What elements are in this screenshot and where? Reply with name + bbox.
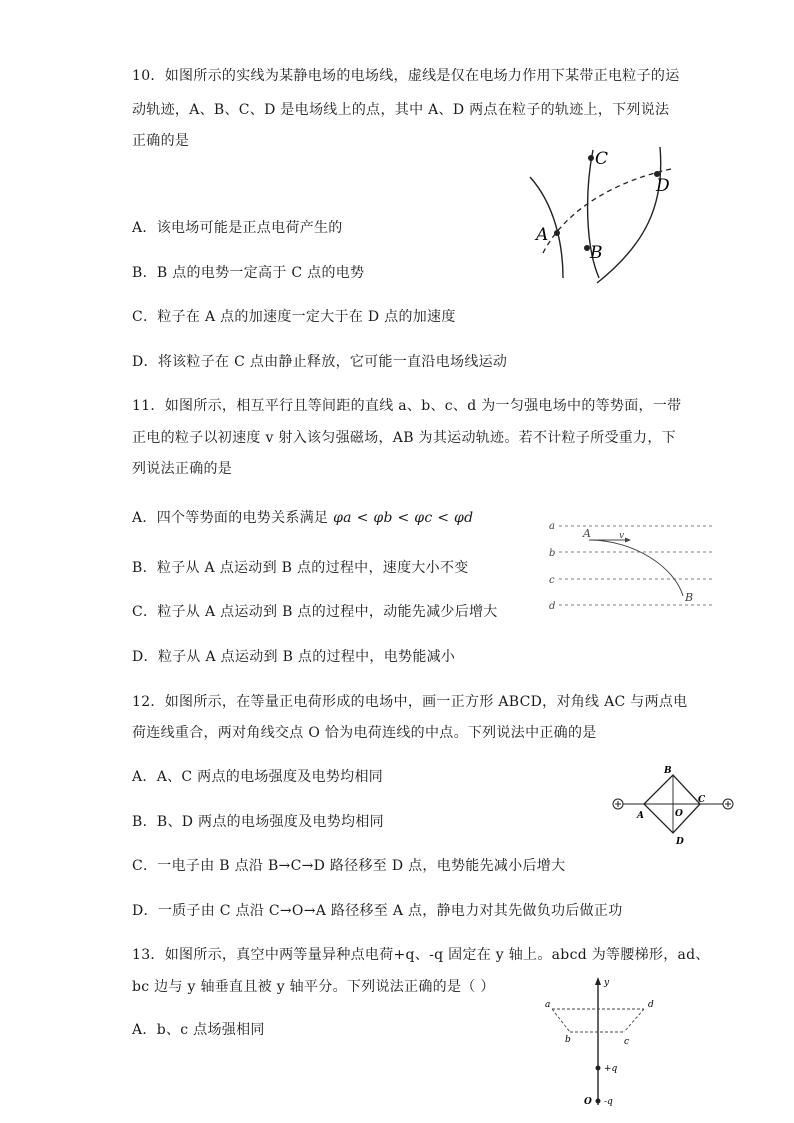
q12-option-d: D．一质子由 C 点沿 C→O→A 路径移至 A 点，静电力对其先做负功后做正功 — [132, 903, 623, 919]
label-v: v — [619, 531, 625, 541]
q11-option-b: B．粒子从 A 点运动到 B 点的过程中，速度大小不变 — [132, 560, 469, 576]
label-a: A — [637, 811, 644, 821]
label-line-a: a — [549, 521, 555, 532]
q10-option-d: D．将该粒子在 C 点由静止释放，它可能一直沿电场线运动 — [132, 354, 508, 370]
q12-stem-line-2: 荷连线重合，两对角线交点 O 恰为电荷连线的中点。下列说法中正确的是 — [132, 725, 597, 741]
q11-option-c: C．粒子从 A 点运动到 B 点的过程中，动能先减少后增大 — [132, 604, 498, 620]
point-a-dot — [554, 230, 560, 236]
q13-stem-line-2: bc 边与 y 轴垂直且被 y 轴平分。下列说法正确的是（ ） — [132, 979, 495, 995]
label-minus-q: -q — [604, 1097, 613, 1107]
q13-option-a: A．b、c 点场强相同 — [132, 1022, 265, 1038]
label-d: D — [656, 176, 670, 196]
label-b: b — [565, 1035, 571, 1045]
label-a: a — [545, 1000, 551, 1010]
label-b: B — [590, 243, 603, 263]
q10-stem-line-2: 动轨迹，A、B、C、D 是电场线上的点，其中 A、D 两点在粒子的轨迹上，下列说法 — [132, 102, 670, 118]
q10-option-b: B．B 点的电势一定高于 C 点的电势 — [132, 265, 365, 281]
q11-option-a-text: A．四个等势面的电势关系满足 — [132, 510, 329, 526]
label-d: D — [676, 837, 684, 847]
q10-stem-line-1: 10．如图所示的实线为某静电场的电场线，虚线是仅在电场力作用下某带正电粒子的运 — [132, 68, 680, 84]
label-line-b: b — [549, 548, 556, 559]
label-o: O — [675, 809, 683, 819]
q10-option-a: A．该电场可能是正点电荷产生的 — [132, 220, 343, 236]
label-plus-q: +q — [604, 1064, 618, 1074]
label-y: y — [604, 978, 610, 988]
q11-stem-line-1: 11．如图所示，相互平行且等间距的直线 a、b、c、d 为一匀强电场中的等势面，一带 — [132, 398, 682, 414]
charge-positive-dot — [596, 1066, 601, 1071]
label-c: C — [698, 795, 706, 805]
label-b: B — [685, 591, 694, 604]
trajectory-ab — [589, 540, 683, 596]
q11-option-a-formula: φa < φb < φc < φd — [333, 510, 474, 526]
label-line-d: d — [549, 601, 556, 612]
q11-option-a — [132, 509, 473, 527]
q12-option-a: A．A、C 两点的电场强度及电势均相同 — [132, 769, 384, 785]
trajectory-dashed — [543, 169, 671, 253]
point-c-dot — [588, 155, 594, 161]
q11-figure — [545, 518, 715, 618]
label-a: A — [536, 225, 549, 245]
charge-negative-dot — [596, 1099, 601, 1104]
label-line-c: c — [549, 575, 555, 586]
label-c: c — [624, 1037, 630, 1047]
q12-option-c: C．一电子由 B 点沿 B→C→D 路径移至 D 点，电势能先减小后增大 — [132, 858, 566, 874]
label-d: d — [648, 1000, 654, 1010]
q10-figure — [525, 145, 675, 285]
label-a: A — [583, 527, 591, 540]
q12-option-b: B．B、D 两点的电场强度及电势均相同 — [132, 814, 384, 830]
q13-stem-line-1: 13．如图所示，真空中两等量异种点电荷+q、-q 固定在 y 轴上。abcd 为等腰梯形，ad、 — [132, 947, 710, 963]
q12-figure — [608, 760, 738, 850]
q11-stem-line-2: 正电的粒子以初速度 v 射入该匀强磁场，AB 为其运动轨迹。若不计粒子所受重力，下 — [132, 430, 676, 446]
label-c: C — [595, 149, 609, 169]
q13-figure — [540, 975, 670, 1113]
q12-stem-line-1: 12．如图所示，在等量正电荷形成的电场中，画一正方形 ABCD，对角线 AC 与两点电 — [132, 694, 688, 710]
q11-option-d: D．粒子从 A 点运动到 B 点的过程中，电势能减小 — [132, 649, 456, 665]
label-b: B — [664, 766, 672, 776]
label-o: O — [584, 1097, 592, 1107]
q10-stem-line-3: 正确的是 — [132, 133, 190, 149]
q10-option-c: C．粒子在 A 点的加速度一定大于在 D 点的加速度 — [132, 309, 456, 325]
q11-stem-line-3: 列说法正确的是 — [132, 461, 233, 477]
